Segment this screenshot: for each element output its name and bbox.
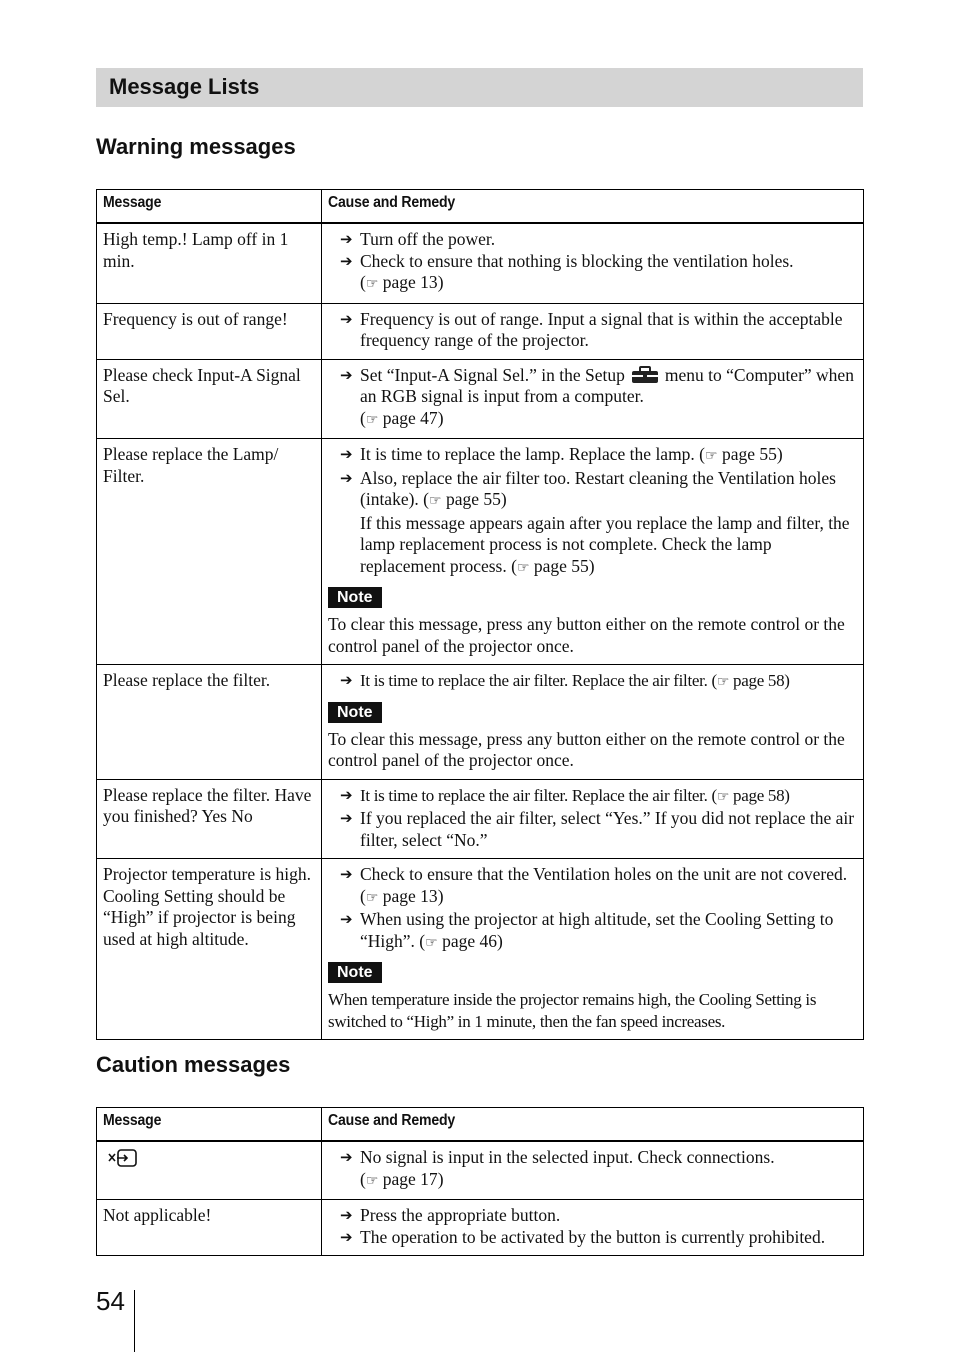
remedy-item: ➔ Press the appropriate button. xyxy=(340,1205,561,1225)
pointing-hand-icon: ☞ xyxy=(516,559,530,576)
message-cell: High temp.! Lamp off in 1 min. xyxy=(97,223,322,303)
pointing-hand-icon: ☞ xyxy=(365,889,379,906)
column-header-message: Message xyxy=(97,1108,322,1142)
message-cell: Please replace the filter. xyxy=(97,665,322,780)
caution-table xyxy=(96,1107,864,1256)
right-arrow-icon: ➔ xyxy=(340,1148,353,1166)
remedy-item: ➔ Check to ensure that the Ventilation holes on the unit are not covered. (☞ page 13) xyxy=(340,864,848,906)
message-cell: Please replace the Lamp/ Filter. xyxy=(97,439,322,665)
table-row xyxy=(97,359,864,439)
message-cell: Please check Input-A Signal Sel. xyxy=(97,359,322,439)
message-cell: Not applicable! xyxy=(97,1200,322,1256)
right-arrow-icon: ➔ xyxy=(340,309,353,328)
pointing-hand-icon: ☞ xyxy=(716,674,730,690)
remedy-item: ➔ If you replaced the air filter, select “Yes.” If you did not replace the air filter, select “No.” xyxy=(340,808,855,850)
right-arrow-icon: ➔ xyxy=(340,1227,353,1246)
remedy-item: ➔ Also, replace the air filter too. Restart cleaning the Ventilation holes (intake). (☞ page 55) xyxy=(340,467,836,509)
page-number: 54 xyxy=(96,1286,125,1316)
remedy-item: ➔ It is time to replace the air filter. Replace the air filter. (☞ page 58) xyxy=(340,671,790,690)
message-cell: Frequency is out of range! xyxy=(97,303,322,359)
page-title: Message Lists xyxy=(109,74,260,99)
column-header-cause: Cause and Remedy xyxy=(322,1108,864,1142)
remedy-cell xyxy=(322,1141,864,1200)
note-text: To clear this message, press any button either on the remote control or the control panel of the projector once. xyxy=(328,728,845,770)
remedy-cell xyxy=(322,439,864,665)
remedy-item: ➔ When using the projector at high altitude, set the Cooling Setting to “High”. (☞ page 46) xyxy=(340,909,834,951)
remedy-item: ➔ The operation to be activated by the button is currently prohibited. xyxy=(340,1226,826,1247)
table-row xyxy=(97,439,864,665)
note-badge: Note xyxy=(328,587,382,608)
table-row xyxy=(97,1141,864,1200)
note-badge: Note xyxy=(328,962,382,983)
table-row xyxy=(97,859,864,1040)
pointing-hand-icon: ☞ xyxy=(365,276,379,292)
note-badge: Note xyxy=(328,702,382,723)
remedy-cell xyxy=(322,303,864,359)
column-header-message: Message xyxy=(97,190,322,224)
pointing-hand-icon: ☞ xyxy=(365,1172,379,1189)
right-arrow-icon: ➔ xyxy=(340,865,353,883)
right-arrow-icon: ➔ xyxy=(340,910,353,928)
remedy-cell xyxy=(322,859,864,1040)
table-row xyxy=(97,1200,864,1256)
caution-heading: Caution messages xyxy=(96,1052,291,1077)
no-signal-input-icon xyxy=(103,1147,139,1169)
remedy-extra: If this message appears again after you replace the lamp and filter, the lamp replacement process is not complete. Check the lamp replacement process. (☞ page 55) xyxy=(360,512,850,576)
message-cell: Projector temperature is high. Cooling Setting should be “High” if projector is being used at high altitude. xyxy=(97,859,322,1040)
table-row xyxy=(97,303,864,359)
page-number-rule xyxy=(134,1290,135,1352)
pointing-hand-icon: ☞ xyxy=(716,788,730,805)
right-arrow-icon: ➔ xyxy=(340,809,353,827)
remedy-item: ➔ No signal is input in the selected input. Check connections. xyxy=(340,1147,775,1167)
right-arrow-icon: ➔ xyxy=(340,1206,353,1224)
section-title-bar xyxy=(96,68,863,107)
remedy-item: ➔ It is time to replace the air filter. Replace the air filter. (☞ page 58) xyxy=(340,785,790,805)
right-arrow-icon: ➔ xyxy=(340,251,353,270)
table-header-row xyxy=(97,1108,864,1142)
right-arrow-icon: ➔ xyxy=(340,230,353,248)
message-cell: Please replace the filter. Have you finished? Yes No xyxy=(97,779,322,859)
right-arrow-icon: ➔ xyxy=(340,785,353,804)
message-cell xyxy=(97,1141,322,1200)
right-arrow-icon: ➔ xyxy=(340,468,353,487)
remedy-item: ➔ Set “Input-A Signal Sel.” in the Setup menu to “Computer” when an RGB signal is input from a computer. xyxy=(340,364,854,406)
table-header-row xyxy=(97,190,864,224)
remedy-item: ➔ Frequency is out of range. Input a signal that is within the acceptable frequency range of the projector. xyxy=(340,308,843,350)
remedy-item: ➔ Check to ensure that nothing is blocking the ventilation holes. xyxy=(340,250,794,271)
remedy-item: ➔ Turn off the power. xyxy=(340,229,496,249)
remedy-cell xyxy=(322,779,864,859)
column-header-cause: Cause and Remedy xyxy=(322,190,864,224)
remedy-cell xyxy=(322,359,864,439)
toolbox-icon xyxy=(631,366,659,384)
table-row xyxy=(97,223,864,303)
note-text: When temperature inside the projector remains high, the Cooling Setting is switched to “High” in 1 minute, then the fan speed increases. xyxy=(328,990,817,1031)
table-row xyxy=(97,779,864,859)
right-arrow-icon: ➔ xyxy=(340,671,353,689)
remedy-item: ➔ It is time to replace the lamp. Replace the lamp. (☞ page 55) xyxy=(340,444,783,464)
warning-heading: Warning messages xyxy=(96,134,296,159)
page-reference: (☞ page 13) xyxy=(360,272,444,292)
pointing-hand-icon: ☞ xyxy=(705,448,718,464)
right-arrow-icon: ➔ xyxy=(340,365,353,384)
remedy-cell xyxy=(322,1200,864,1256)
right-arrow-icon: ➔ xyxy=(340,445,353,463)
table-row xyxy=(97,665,864,780)
remedy-cell xyxy=(322,665,864,780)
note-text: To clear this message, press any button either on the remote control or the control panel of the projector once. xyxy=(328,614,845,656)
pointing-hand-icon: ☞ xyxy=(425,934,438,951)
warning-table xyxy=(96,189,864,1040)
page-reference: (☞ page 47) xyxy=(360,407,444,428)
remedy-cell xyxy=(322,223,864,303)
pointing-hand-icon: ☞ xyxy=(365,411,379,428)
page-reference: (☞ page 17) xyxy=(360,1168,444,1189)
pointing-hand-icon: ☞ xyxy=(429,493,442,509)
